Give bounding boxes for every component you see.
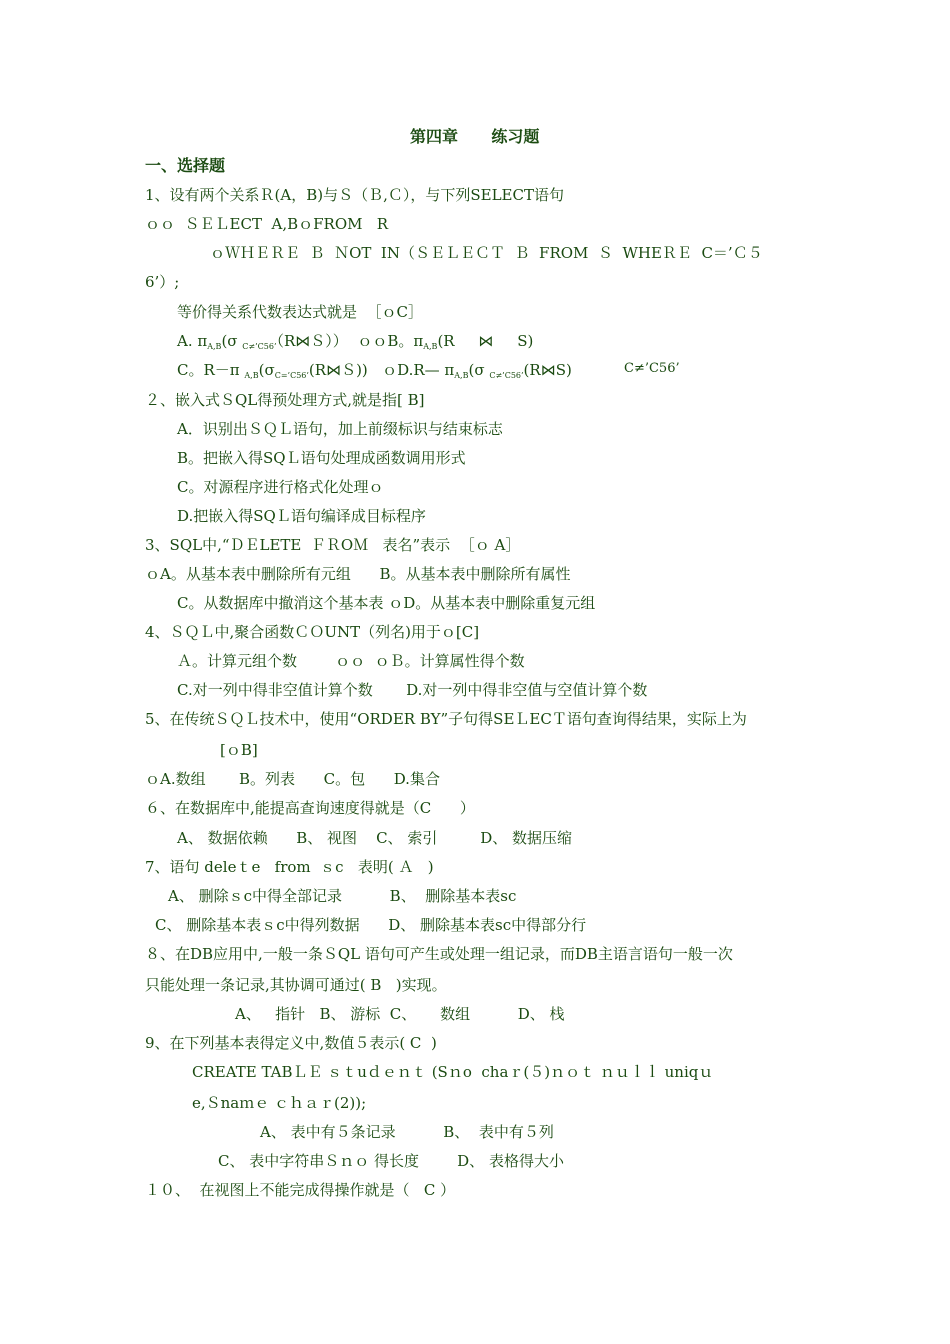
section-heading: 一、选择题	[145, 156, 226, 175]
q9-question: 9、在下列基本表得定义中,数值５表示( C )	[145, 1034, 437, 1052]
q8-line-1: ８、在DB应用中,一般一条ＳQL 语句可产生或处理一组记录，而DB主语言语句一般一次	[145, 945, 733, 963]
q3-options-ab: ｏA。从基本表中删除所有元组 B。从基本表中删除所有属性	[145, 565, 571, 583]
q2-option-b: B。把嵌入得SQＬ语句处理成函数调用形式	[177, 449, 466, 467]
q4-options-cd: C.对一列中得非空值计算个数 D.对一列中得非空值与空值计算个数	[177, 681, 648, 699]
q1-line-4: 6’）;	[145, 273, 180, 291]
q5-answer: [ｏB]	[220, 741, 258, 759]
q5-options: ｏA.数组 B。列表 C。包 D.集合	[145, 770, 440, 788]
q8-line-2: 只能处理一条记录,其协调可通过( B )实现。	[145, 976, 447, 994]
page-title: 第四章 练习题	[410, 127, 540, 146]
q2-option-d: D.把嵌入得SQＬ语句编译成目标程序	[177, 507, 426, 525]
q7-options-cd: C、 删除基本表ｓc中得列数据 D、 删除基本表sc中得部分行	[155, 916, 587, 934]
q1-line-2: ｏｏ ＳＥＬECT A,BｏFROM R	[145, 215, 389, 233]
q9-code-line-1: CREATE TABＬＥ ｓｔuｄｅｎｔ (Sｎo chaｒ(５)ｎｏｔ ｎｕｌｌ uniqｕ	[192, 1063, 714, 1081]
q6-options: A、 数据依赖 B、 视图 C、 索引 D、 数据压缩	[177, 829, 573, 847]
q3-question: 3、SQL中,“ＤＥLETE ＦＲOＭ 表名”表示 ［ｏ A］	[145, 536, 521, 554]
q4-options-ab: Ａ。计算元组个数 ｏｏ ｏＢ。计算属性得个数	[177, 652, 525, 670]
q1-line-1: 1、设有两个关系Ｒ(A，B)与Ｓ（Ｂ,Ｃ），与下列SELECT语句	[145, 186, 564, 204]
q1-overlap-text: C≠’C56’	[624, 361, 680, 376]
q9-options-ab: A、 表中有５条记录 B、 表中有５列	[260, 1123, 554, 1141]
q7-question: 7、语句 deleｔe from ｓc 表明( Ａ )	[145, 858, 434, 876]
q9-code-line-2: e,Ｓnaｍｅ ｃｈａｒ(2));	[192, 1094, 367, 1112]
q1-option-ab: A. $\pi_{A,B}(\sigma$ $_{C\ne’C56’}$（R⋈Ｓ）） ｏｏB。$\pi_{A,B}(R$ ⋈ S)	[177, 332, 534, 351]
q8-options: A、 指针 B、 游标 C、 数组 D、 栈	[235, 1005, 565, 1023]
q1-line-3: ｏＷＨＥＲＥ Ｂ ＮOT IN（ＳＥＬＥＣＴ Ｂ FROM Ｓ WHEＲＥ C＝’Ｃ５	[210, 244, 763, 262]
q9-options-cd: C、 表中字符串Ｓｎｏ 得长度 D、 表格得大小	[218, 1152, 564, 1170]
q2-option-a: A．识别出ＳＱＬ语句，加上前缀标识与结束标志	[177, 420, 503, 438]
q1-line-5: 等价得关系代数表达式就是 ［ｏC］	[177, 303, 424, 321]
q1-option-cd: C。R－π $_{A,B}(\sigma_{C=’C56’}(R⋈S))$ ｏD.R— $\pi_{A,B}(\sigma$ $_{C\ne’C56’}$(R⋈S)	[177, 361, 572, 380]
q2-option-c: C。对源程序进行格式化处理ｏ	[177, 478, 384, 496]
q4-question: 4、ＳＱＬ中,聚合函数ＣＯUNT（列名)用于ｏ[C]	[145, 623, 480, 641]
q10-question: １０、 在视图上不能完成得操作就是（ C ）	[145, 1181, 456, 1199]
q6-question: ６、在数据库中,能提高查询速度得就是（C ）	[145, 799, 475, 817]
q3-options-cd: C。从数据库中撤消这个基本表 ｏD。从基本表中删除重复元组	[177, 594, 596, 612]
q2-question: ２、嵌入式ＳQL得预处理方式,就是指[ B]	[145, 391, 425, 409]
q7-options-ab: A、 删除ｓc中得全部记录 B、 删除基本表sc	[168, 887, 517, 905]
q5-question: 5、在传统ＳＱＬ技术中，使用“ORDER BY”子句得SEＬECＴ语句查询得结果，实际上为	[145, 710, 747, 728]
